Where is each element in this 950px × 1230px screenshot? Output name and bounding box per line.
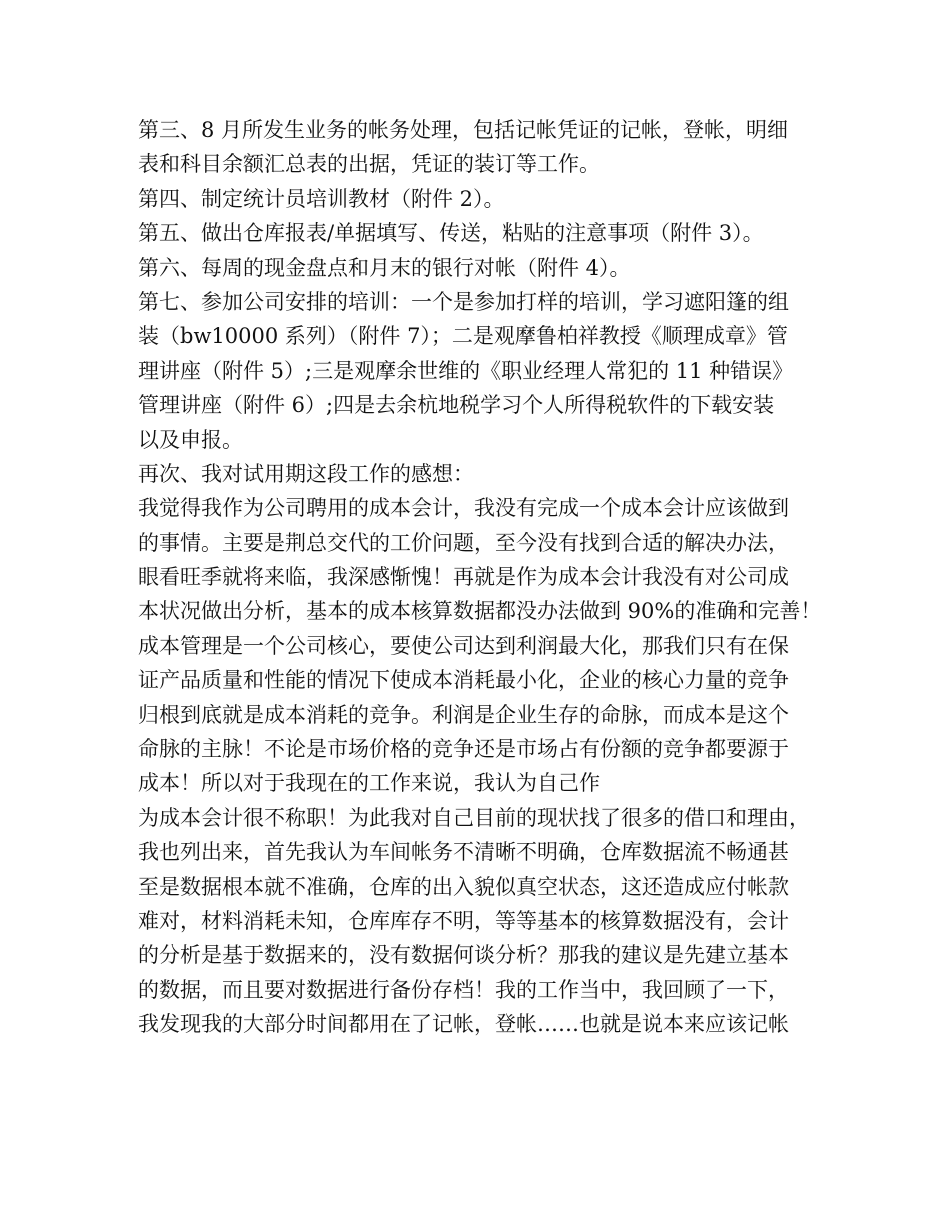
text-line: 成本管理是一个公司核心，要使公司达到利润最大化，那我们只有在保	[138, 633, 789, 658]
text-line: 的分析是基于数据来的，没有数据何谈分析？那我的建议是先建立基本	[138, 943, 789, 968]
text-line: 本状况做出分析，基本的成本核算数据都没办法做到 90%的准确和完善！	[138, 599, 822, 624]
text-line: 表和科目余额汇总表的出据，凭证的装订等工作。	[138, 152, 600, 177]
text-line: 第三、8 月所发生业务的帐务处理，包括记帐凭证的记帐，登帐，明细	[138, 118, 789, 142]
text-line: 以及申报。	[138, 427, 243, 452]
text-line: 理讲座（附件 5）;三是观摩余世维的《职业经理人常犯的 11 种错误》	[138, 358, 794, 383]
text-line: 第七、参加公司安排的培训：一个是参加打样的培训，学习遮阳篷的组	[138, 289, 789, 314]
text-line: 成本！所以对于我现在的工作来说，我认为自己作	[138, 771, 600, 796]
text-line: 归根到底就是成本消耗的竞争。利润是企业生存的命脉，而成本是这个	[138, 702, 789, 727]
text-line: 我觉得我作为公司聘用的成本会计，我没有完成一个成本会计应该做到	[138, 496, 789, 521]
text-line: 至是数据根本就不准确，仓库的出入貌似真空状态，这还造成应付帐款	[138, 874, 789, 899]
text-line: 的事情。主要是荆总交代的工价问题，至今没有找到合适的解决办法，	[138, 530, 789, 555]
text-line: 眼看旺季就将来临，我深感惭愧！再就是作为成本会计我没有对公司成	[138, 565, 789, 590]
text-line: 管理讲座（附件 6）;四是去余杭地税学习个人所得税软件的下载安装	[138, 393, 775, 418]
document-body	[138, 113, 828, 1042]
text-line: 难对，材料消耗未知，仓库库存不明，等等基本的核算数据没有，会计	[138, 908, 789, 933]
text-line: 的数据，而且要对数据进行备份存档！我的工作当中，我回顾了一下，	[138, 977, 789, 1002]
text-line: 我也列出来，首先我认为车间帐务不清晰不明确，仓库数据流不畅通甚	[138, 840, 789, 865]
text-line: 第六、每周的现金盘点和月末的银行对帐（附件 4）。	[138, 255, 631, 280]
text-line: 为成本会计很不称职！为此我对自己目前的现状找了很多的借口和理由，	[138, 805, 810, 830]
text-line: 证产品质量和性能的情况下使成本消耗最小化，企业的核心力量的竞争	[138, 668, 789, 693]
text-line: 装（bw10000 系列）（附件 7）；二是观摩鲁柏祥教授《顺理成章》管	[138, 324, 788, 349]
text-line: 第五、做出仓库报表/单据填写、传送，粘贴的注意事项（附件 3）。	[138, 221, 764, 246]
text-line: 命脉的主脉！不论是市场价格的竞争还是市场占有份额的竞争都要源于	[138, 737, 789, 762]
text-line: 第四、制定统计员培训教材（附件 2）。	[138, 186, 505, 211]
text-line: 我发现我的大部分时间都用在了记帐，登帐……也就是说本来应该记帐	[138, 1012, 789, 1037]
text-line: 再次、我对试用期这段工作的感想：	[138, 461, 474, 486]
